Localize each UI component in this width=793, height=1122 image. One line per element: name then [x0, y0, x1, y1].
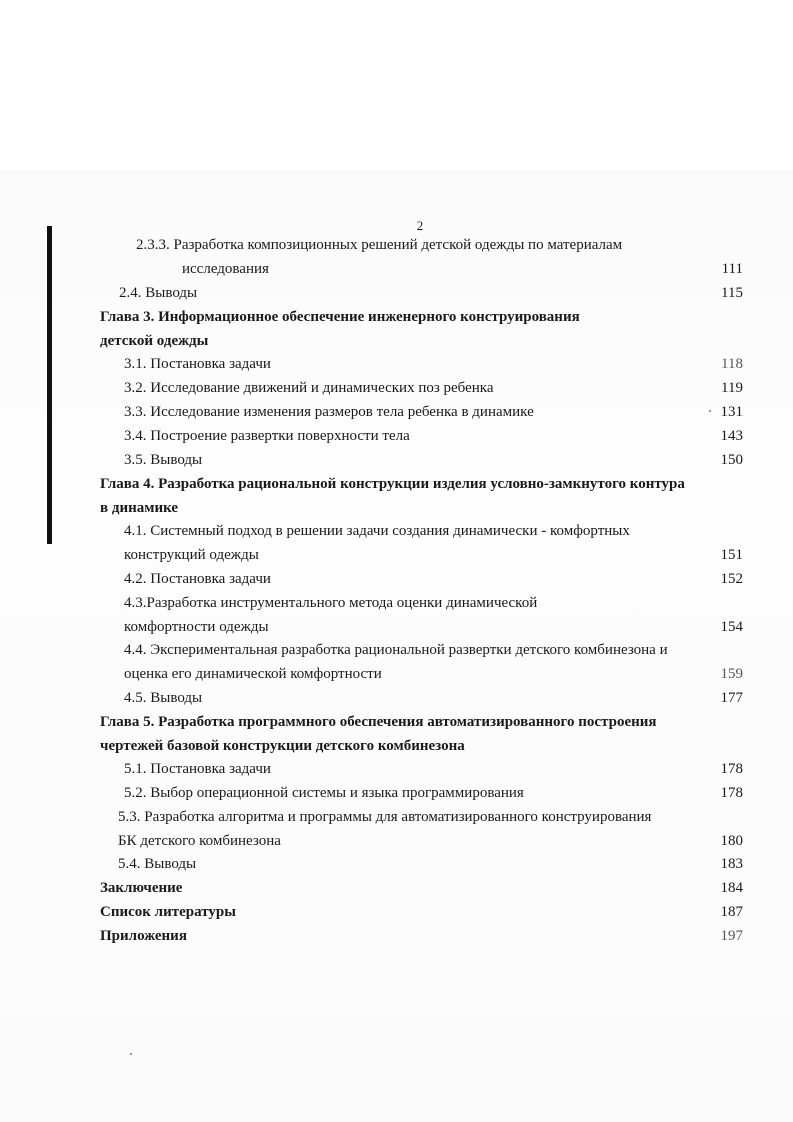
toc-entry-text: 4.5. Выводы: [124, 690, 203, 706]
toc-entry-text: комфортности одежды: [124, 619, 269, 635]
toc-chapter-heading: Глава 4. Разработка рациональной конструкции изделия условно-замкнутого контура: [100, 476, 685, 492]
toc-entry-page: 119: [721, 380, 743, 396]
toc-entry-page: 187: [720, 904, 743, 920]
scan-speck: [709, 410, 711, 412]
toc-section-heading: Заключение: [100, 880, 183, 896]
page-number: 2: [416, 218, 424, 233]
toc-entry-text: 3.3. Исследование изменения размеров тела ребенка в динамике: [124, 404, 534, 420]
toc-entry-page: 197: [720, 928, 743, 944]
toc-entry-text: оценка его динамической комфортности: [124, 666, 382, 682]
toc-entry-text: исследования: [182, 261, 269, 277]
toc-entry-text: 5.1. Постановка задачи: [124, 761, 271, 777]
toc-entry-page: 177: [720, 690, 743, 706]
toc-entry-page: 178: [720, 761, 743, 777]
toc-entry-text: 3.2. Исследование движений и динамических поз ребенка: [124, 380, 494, 396]
toc-entry-text: БК детского комбинезона: [118, 833, 281, 849]
toc-entry-text: 5.2. Выбор операционной системы и языка программирования: [124, 785, 524, 801]
toc-entry-page: 178: [720, 785, 743, 801]
toc-entry-text: 2.3.3. Разработка композиционных решений детской одежды по материалам: [136, 237, 623, 253]
toc-entry-text: 3.1. Постановка задачи: [124, 356, 271, 372]
toc-entry-text: 3.5. Выводы: [124, 452, 203, 468]
toc-chapter-heading: чертежей базовой конструкции детского комбинезона: [100, 738, 465, 754]
toc-entry-page: 151: [720, 547, 743, 563]
toc-entry-page: 152: [720, 571, 743, 587]
toc-entry-text: 3.4. Построение развертки поверхности тела: [124, 428, 410, 444]
toc-entry-page: 131: [720, 404, 743, 420]
toc-entry-page: 183: [720, 856, 743, 872]
toc-entry-text: 4.3.Разработка инструментального метода оценки динамической: [124, 595, 538, 611]
toc-chapter-heading: детской одежды: [100, 333, 209, 349]
toc-entry-page: 184: [720, 880, 743, 896]
toc-entry-text: конструкций одежды: [124, 547, 259, 563]
toc-entry-text: 2.4. Выводы: [119, 285, 198, 301]
toc-entry-page: 159: [720, 666, 743, 682]
toc-section-heading: Список литературы: [100, 904, 236, 920]
toc-section-heading: Приложения: [100, 928, 187, 944]
toc-entry-page: 118: [721, 356, 743, 372]
toc-entry-page: 180: [720, 833, 743, 849]
toc-entry-page: 150: [720, 452, 743, 468]
toc-chapter-heading: Глава 5. Разработка программного обеспечения автоматизированного построения: [100, 714, 657, 730]
scan-speck: [130, 1053, 132, 1055]
toc-entry-text: 5.4. Выводы: [118, 856, 197, 872]
toc-chapter-heading: в динамике: [100, 500, 179, 516]
toc-entry-page: 154: [720, 619, 743, 635]
toc-entry-page: 143: [720, 428, 743, 444]
toc-entry-text: 4.2. Постановка задачи: [124, 571, 271, 587]
toc-entry-text: 4.1. Системный подход в решении задачи создания динамически - комфортных: [124, 523, 630, 539]
toc-chapter-heading: Глава 3. Информационное обеспечение инженерного конструирования: [100, 309, 580, 325]
scan-margin-bar: [47, 226, 52, 544]
toc-entry-text: 4.4. Экспериментальная разработка рациональной развертки детского комбинезона и: [124, 642, 668, 658]
toc-entry-page: 115: [721, 285, 743, 301]
toc-entry-text: 5.3. Разработка алгоритма и программы для автоматизированного конструирования: [118, 809, 652, 825]
toc-entry-page: 111: [721, 261, 743, 277]
